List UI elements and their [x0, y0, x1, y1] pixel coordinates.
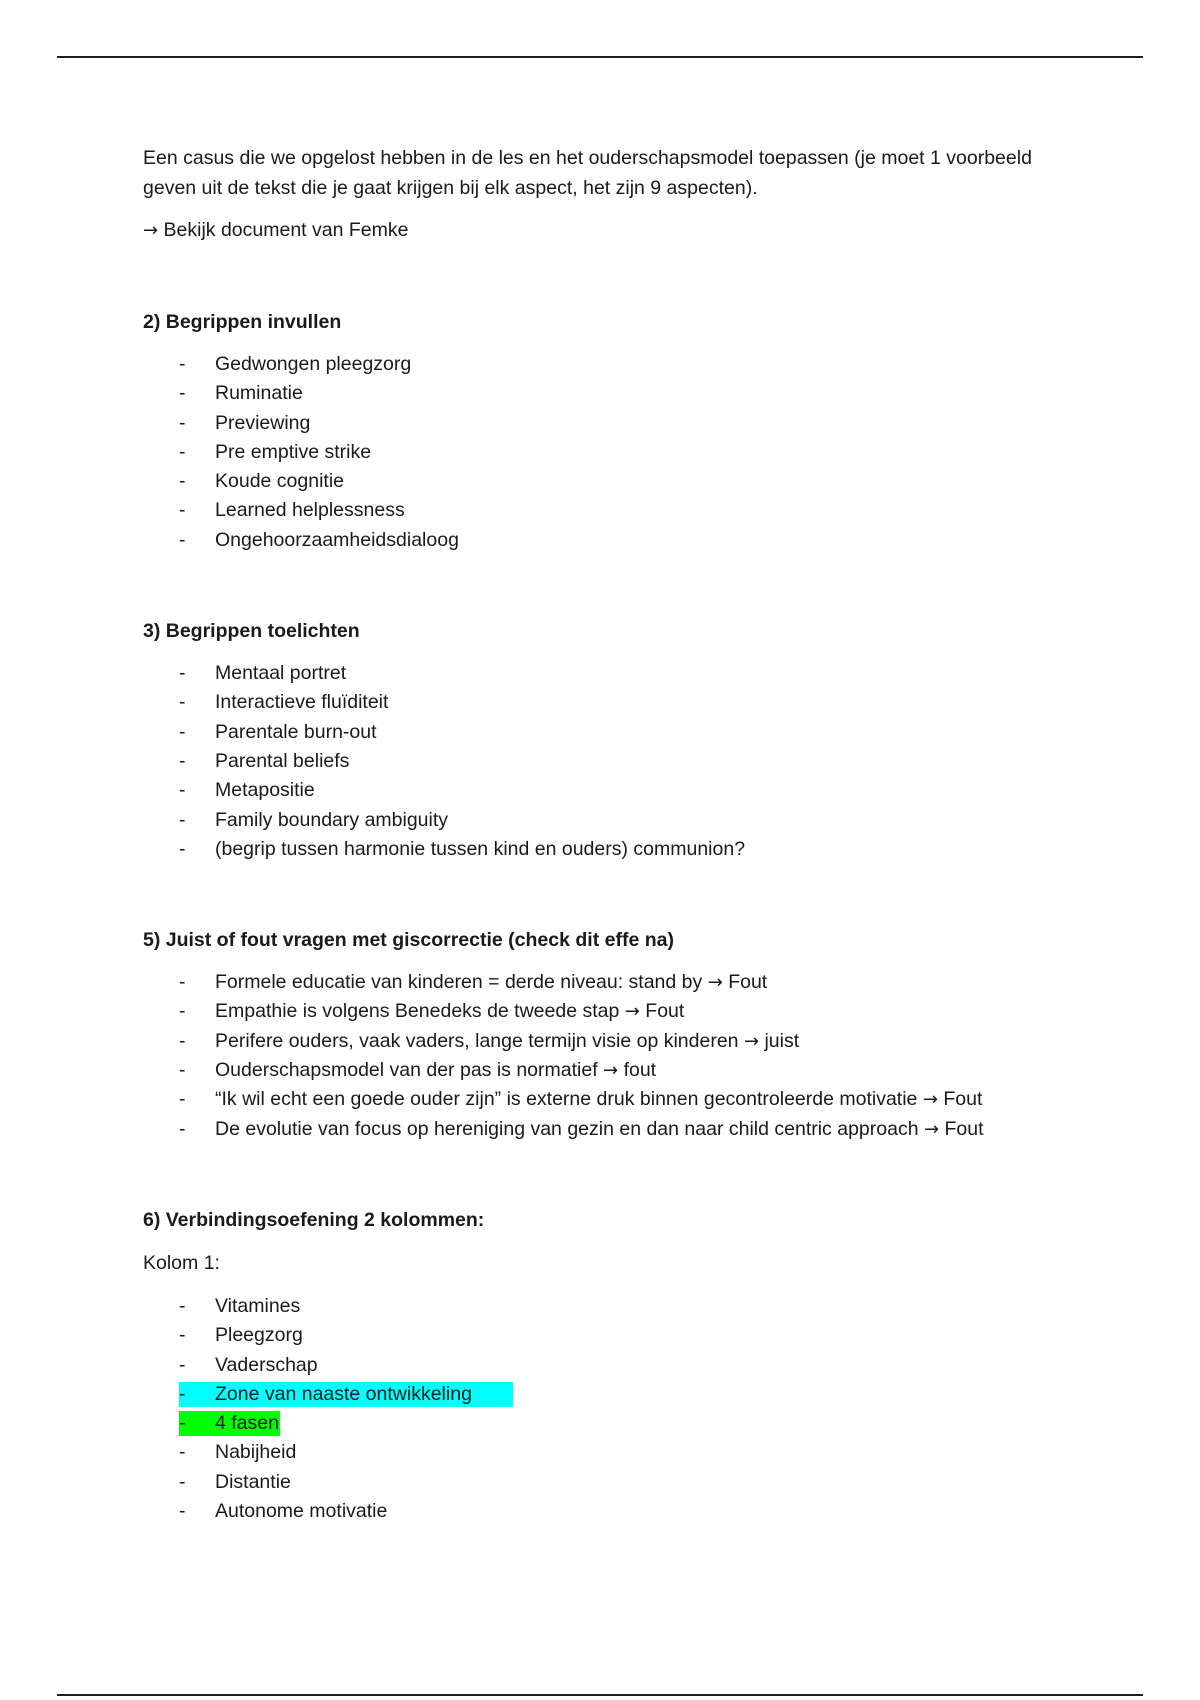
reference-text: Bekijk document van Femke: [163, 219, 409, 241]
list-item: - (begrip tussen harmonie tussen kind en ouders) communion?: [179, 837, 746, 860]
arrow-icon: →: [707, 972, 723, 994]
footer-rule: [57, 1694, 1143, 1696]
header-rule: [57, 56, 1143, 58]
list-item: - Formele educatie van kinderen = derde niveau: stand by → Fout: [179, 971, 768, 994]
list-item-highlighted-green: - 4 fasen: [179, 1412, 279, 1435]
answer: Fout: [943, 1088, 983, 1111]
list-item: - Perifere ouders, vaak vaders, lange termijn visie op kinderen → juist: [179, 1029, 800, 1052]
section-heading-verbinding: 6) Verbindingsoefening 2 kolommen:: [143, 1208, 485, 1231]
verbinding-list: [143, 1292, 1063, 1526]
arrow-icon: →: [624, 1001, 640, 1023]
list-item: - Vaderschap: [179, 1353, 318, 1376]
arrow-icon: →: [743, 1030, 760, 1052]
list-item: - Mentaal portret: [179, 662, 347, 685]
kolom-label: Kolom 1:: [143, 1251, 220, 1274]
reference-line: [143, 215, 1063, 246]
list-item: - Parental beliefs: [179, 749, 350, 772]
arrow-icon: →: [143, 220, 159, 241]
begrippen-invullen-list: [143, 350, 1063, 555]
list-item: - “Ik wil echt een goede ouder zijn” is externe druk binnen gecontroleerde motivatie → Fout: [179, 1088, 983, 1111]
list-item: - Metapositie: [179, 779, 315, 802]
list-item: - Ruminatie: [179, 382, 303, 405]
list-item-highlighted-cyan: - Zone van naaste ontwikkeling: [143, 1380, 1063, 1409]
section-heading-begrippen-invullen: 2) Begrippen invullen: [143, 311, 342, 333]
arrow-icon: →: [923, 1118, 940, 1140]
answer: juist: [764, 1029, 800, 1052]
answer: Fout: [645, 1000, 685, 1023]
list-item: - Nabijheid: [179, 1441, 297, 1464]
list-item: - Distantie: [179, 1470, 291, 1493]
begrippen-toelichten-list: [143, 659, 1063, 864]
list-item: - Parentale burn-out: [179, 720, 377, 743]
list-item: - Previewing: [179, 411, 311, 434]
list-item: - Empathie is volgens Benedeks de tweede stap → Fout: [179, 1000, 685, 1023]
list-item: - De evolutie van focus op hereniging van gezin en dan naar child centric approach → Fout: [179, 1117, 984, 1140]
list-item: - Ouderschapsmodel van der pas is normatief → fout: [179, 1059, 657, 1082]
list-item: - Vitamines: [179, 1294, 301, 1317]
juist-fout-list: [143, 968, 1063, 1144]
list-item: - Pre emptive strike: [179, 440, 372, 463]
section-heading-juist-fout: 5) Juist of fout vragen met giscorrectie (check dit effe na): [143, 929, 674, 952]
list-item: - Family boundary ambiguity: [179, 808, 449, 831]
list-item: - Learned helplessness: [179, 499, 405, 522]
list-item: - Pleegzorg: [179, 1324, 303, 1347]
list-item: - Autonome motivatie: [179, 1500, 388, 1523]
list-item: - Koude cognitie: [179, 470, 345, 493]
arrow-icon: →: [922, 1089, 938, 1111]
intro-paragraph: Een casus die we opgelost hebben in de les en het ouderschapsmodel toepassen (je moet 1 voorbeeld geven uit de tekst die je gaat krijgen bij elk aspect, het zijn 9 aspecten).: [143, 147, 1032, 199]
document-body: [143, 143, 1063, 1587]
list-item: - Ongehoorzaamheidsdialoog: [179, 528, 459, 551]
answer: fout: [623, 1059, 657, 1082]
section-heading-begrippen-toelichten: 3) Begrippen toelichten: [143, 620, 360, 643]
list-item: - Gedwongen pleegzorg: [179, 353, 412, 375]
answer: Fout: [944, 1117, 984, 1140]
arrow-icon: →: [603, 1060, 619, 1082]
list-item: - Interactieve fluïditeit: [179, 691, 389, 714]
answer: Fout: [728, 971, 768, 994]
